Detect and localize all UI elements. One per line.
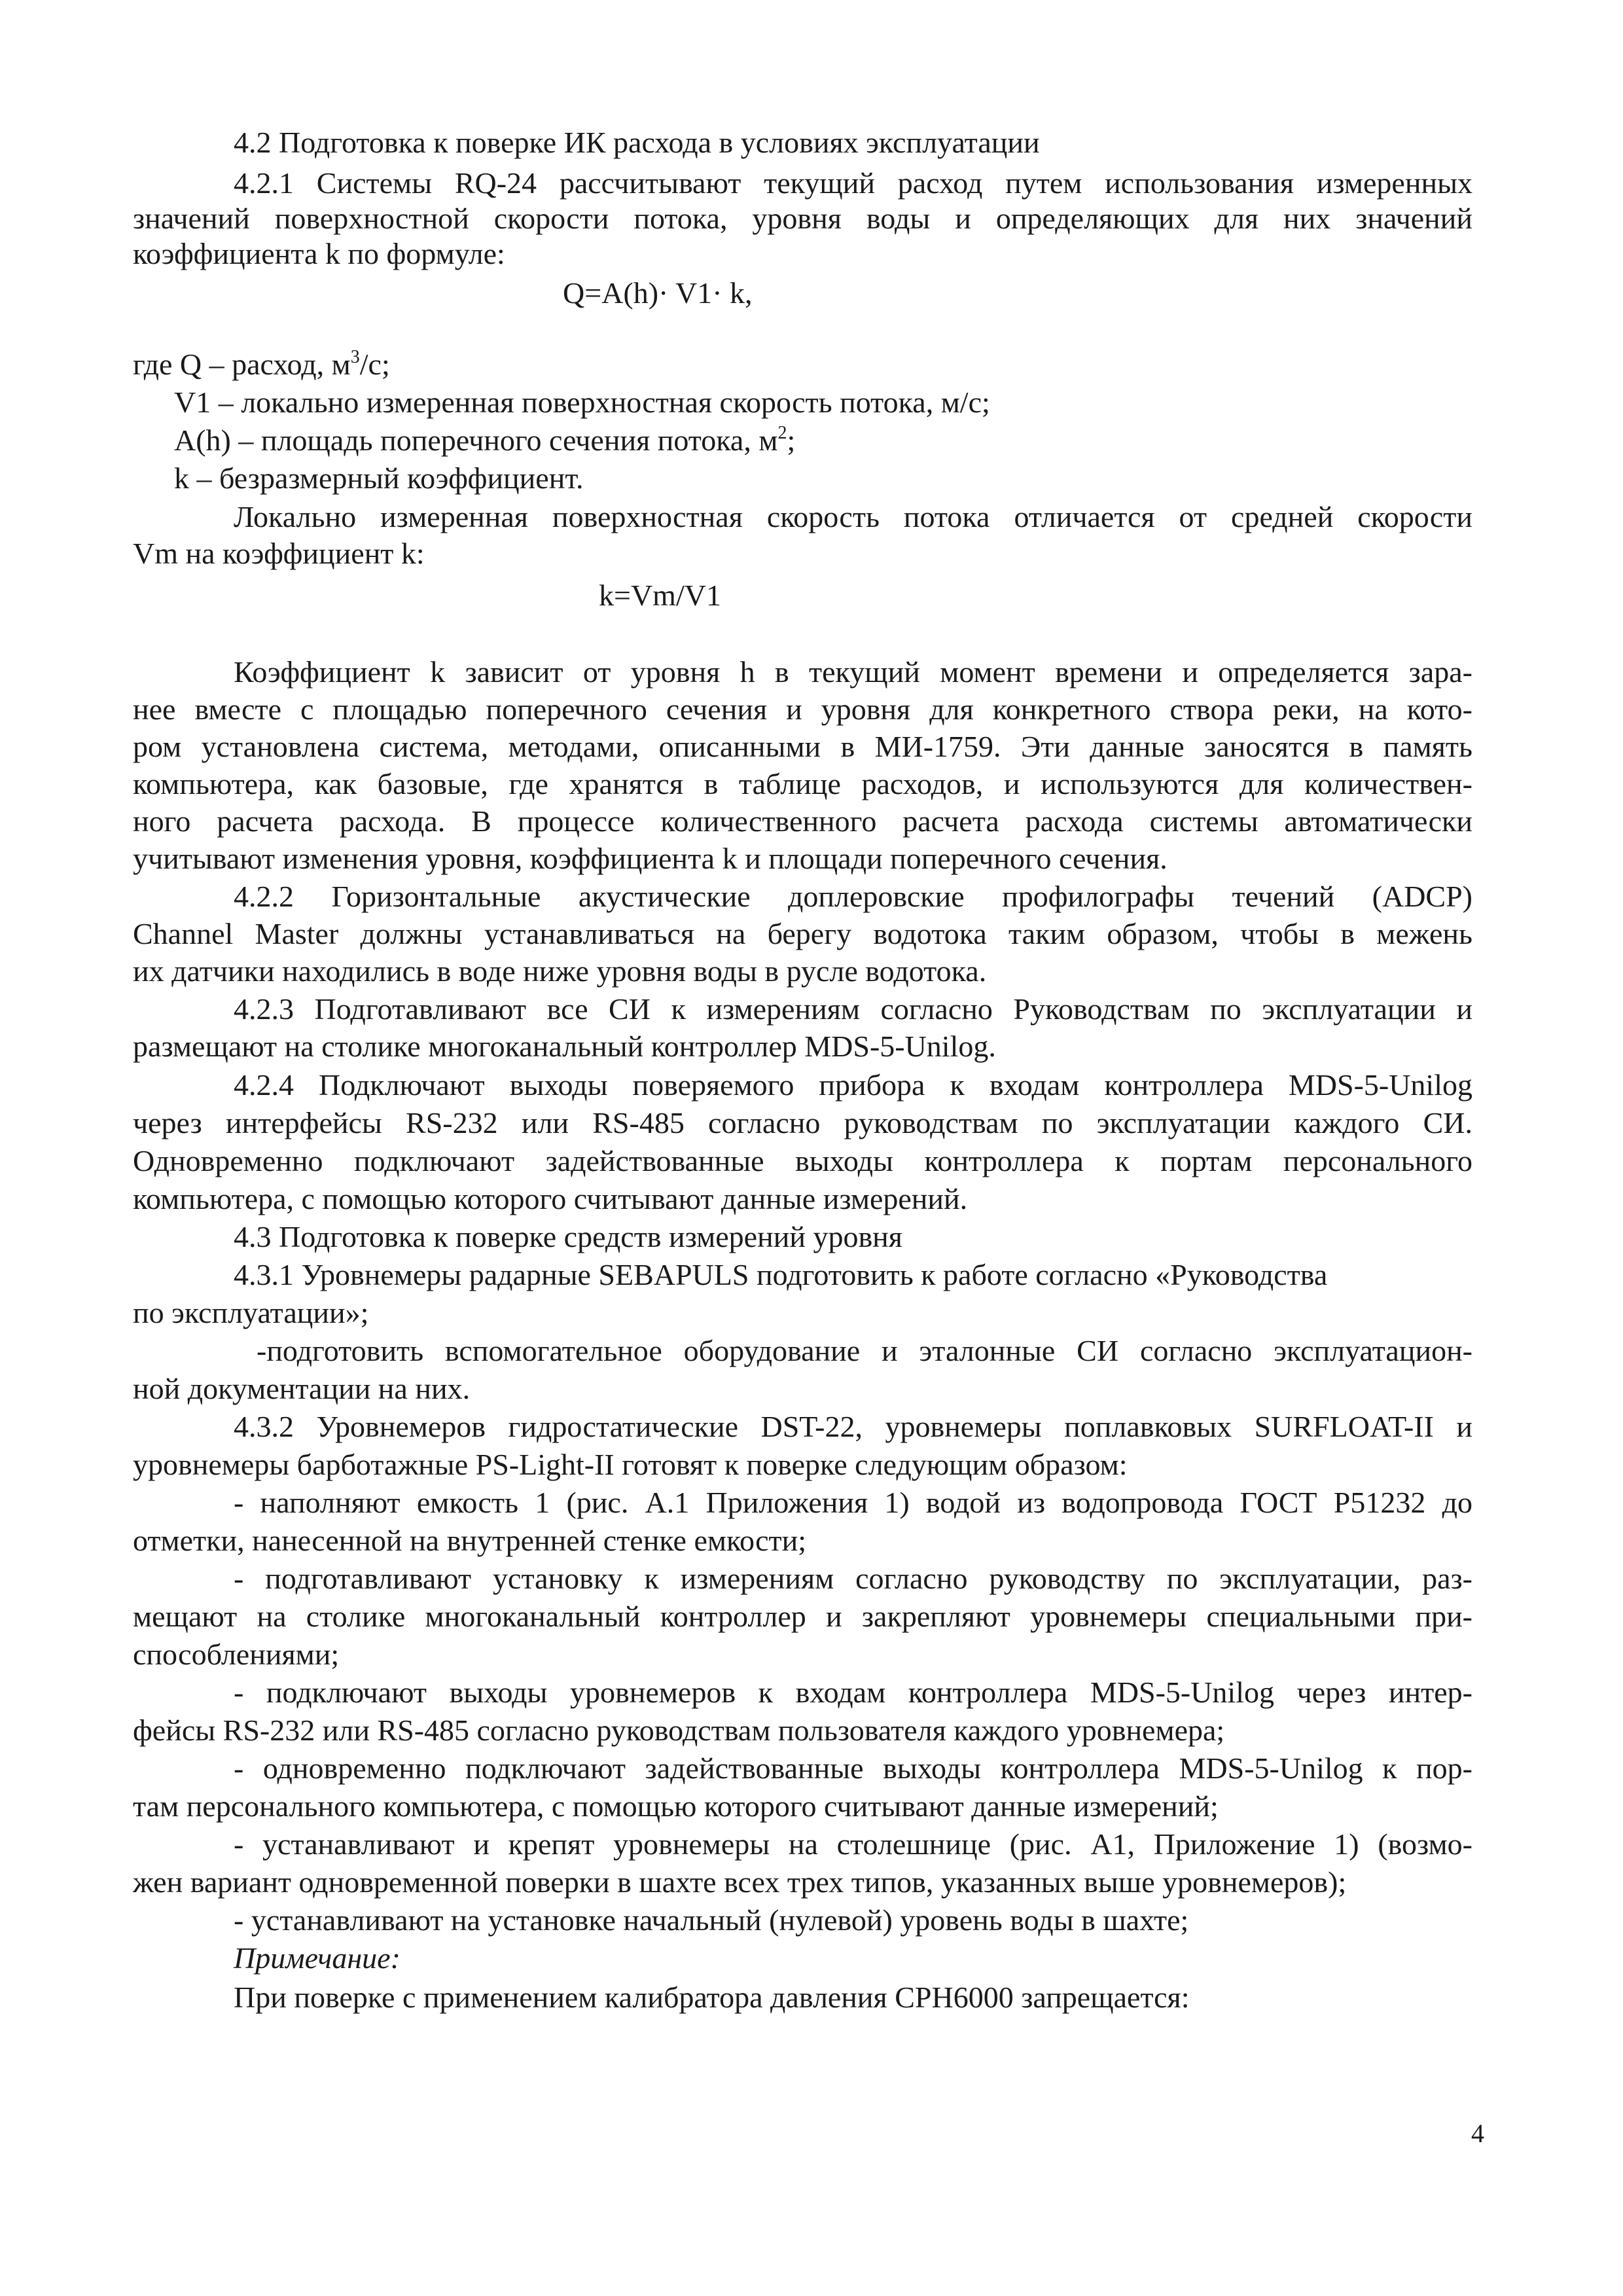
list-item-fill-tank: отметки, нанесенной на внутренней стенке емкости; [133,1524,807,1557]
list-item-mount-gauges: жен вариант одновременной поверки в шахте всех трех типов, указанных выше уровнемеров); [133,1865,1347,1899]
paragraph-4-2-4-line: через интерфейсы RS-232 или RS-485 согласно руководствам по эксплуатации каждого СИ. [133,1106,1472,1139]
paragraph-4-2-1-line: коэффициента k по формуле: [133,237,505,270]
definition-v1: V1 – локально измеренная поверхностная скорость потока, м/с; [174,386,990,419]
list-item-zero-level: - устанавливают на установке начальный (нулевой) уровень воды в шахте; [234,1903,1189,1937]
page-number: 4 [1471,2119,1484,2148]
list-item-connect-pc: там персонального компьютера, с помощью которого считывают данные измерений; [133,1789,1219,1823]
paragraph-aux-equipment-line: ной документации на них. [133,1372,471,1405]
definition-q: где Q – расход, $м^3/с$; [133,347,390,381]
section-heading-4-2: 4.2 Подготовка к поверке ИК расхода в условиях эксплуатации [234,126,1040,159]
paragraph-coefficient-line: Коэффициент k зависит от уровня h в текущий момент времени и определяется зара- [234,655,1472,689]
paragraph-coefficient-line: учитывают изменения уровня, коэффициента k и площади поперечного сечения. [133,842,1168,875]
definition-k: k – безразмерный коэффициент. [174,461,584,495]
formula-coefficient: k=Vm/V1 [599,579,721,612]
note-label: Примечание: [234,1941,401,1975]
section-heading-4-3: 4.3 Подготовка к поверке средств измерений уровня [234,1220,902,1253]
paragraph-local-velocity-line: Vm на коэффициент k: [133,537,425,570]
list-item-connect-outputs: фейсы RS-232 или RS-485 согласно руководствам пользователя каждого уровнемера; [133,1713,1225,1747]
paragraph-4-3-2-line: уровнемеры барботажные PS-Light-II готовят к поверке следующим образом: [133,1448,1128,1481]
list-item-connect-pc: - одновременно подключают задействованные выходы контроллера MDS-5-Unilog к пор- [234,1751,1472,1785]
note-text: При поверке с применением калибратора давления CPH6000 запрещается: [234,1981,1190,2014]
paragraph-4-3-2-line: 4.3.2 Уровнемеров гидростатические DST-22, уровнемеры поплавковых SURFLOAT-II и [234,1410,1472,1443]
paragraph-4-3-1-line: по эксплуатации»; [133,1296,369,1329]
paragraph-4-2-3-line: 4.2.3 Подготавливают все СИ к измерениям согласно Руководствам по эксплуатации и [234,992,1472,1026]
paragraph-aux-equipment-line: -подготовить вспомогательное оборудование и эталонные СИ согласно эксплуатацион- [257,1334,1472,1367]
list-item-prepare-setup: способлениями; [133,1638,340,1671]
paragraph-coefficient-line: компьютера, как базовые, где хранятся в таблице расходов, и используются для количествен- [133,767,1472,800]
list-item-fill-tank: - наполняют емкость 1 (рис. А.1 Приложения 1) водой из водопровода ГОСТ Р51232 до [234,1486,1472,1519]
list-item-prepare-setup: - подготавливают установку к измерениям согласно руководству по эксплуатации, раз- [234,1562,1472,1595]
paragraph-4-2-3-line: размещают на столике многоканальный контроллер MDS-5-Unilog. [133,1030,996,1063]
paragraph-4-2-2-line: их датчики находились в воде ниже уровня воды в русле водотока. [133,954,987,988]
paragraph-4-2-2-line: Channel Master должны устанавливаться на берегу водотока таким образом, чтобы в межень [133,917,1472,950]
paragraph-coefficient-line: ного расчета расхода. В процессе количественного расчета расхода системы автоматически [133,804,1472,838]
definition-ah: A(h) – площадь поперечного сечения потока, $м^2$; [174,423,796,457]
paragraph-4-2-4-line: Одновременно подключают задействованные выходы контроллера к портам персонального [133,1144,1472,1177]
paragraph-4-2-4-line: компьютера, с помощью которого считывают данные измерений. [133,1182,968,1215]
list-item-prepare-setup: мещают на столике многоканальный контроллер и закрепляют уровнемеры специальными при- [133,1600,1472,1633]
list-item-connect-outputs: - подключают выходы уровнемеров к входам контроллера MDS-5-Unilog через интер- [234,1676,1472,1709]
paragraph-4-2-1-line: значений поверхностной скорости потока, уровня воды и определяющих для них значений [133,202,1472,235]
paragraph-4-2-4-line: 4.2.4 Подключают выходы поверяемого прибора к входам контроллера MDS-5-Unilog [234,1068,1472,1102]
paragraph-coefficient-line: ром установлена система, методами, описанными в МИ-1759. Эти данные заносятся в память [133,730,1472,763]
paragraph-4-3-1-line: 4.3.1 Уровнемеры радарные SEBAPULS подготовить к работе согласно «Руководства [234,1258,1328,1291]
paragraph-coefficient-line: нее вместе с площадью поперечного сечения и уровня для конкретного створа реки, на кото- [133,692,1472,726]
paragraph-local-velocity-line: Локально измеренная поверхностная скорость потока отличается от средней скорости [234,500,1472,533]
list-item-mount-gauges: - устанавливают и крепят уровнемеры на столешнице (рис. А1, Приложение 1) (возмо- [234,1827,1472,1861]
formula-flow-rate: Q=A(h)· V1· k, [563,276,753,310]
paragraph-4-2-2-line: 4.2.2 Горизонтальные акустические доплеровские профилографы течений (ADCP) [234,880,1472,913]
paragraph-4-2-1-line: 4.2.1 Системы RQ-24 рассчитывают текущий расход путем использования измеренных [234,166,1472,200]
